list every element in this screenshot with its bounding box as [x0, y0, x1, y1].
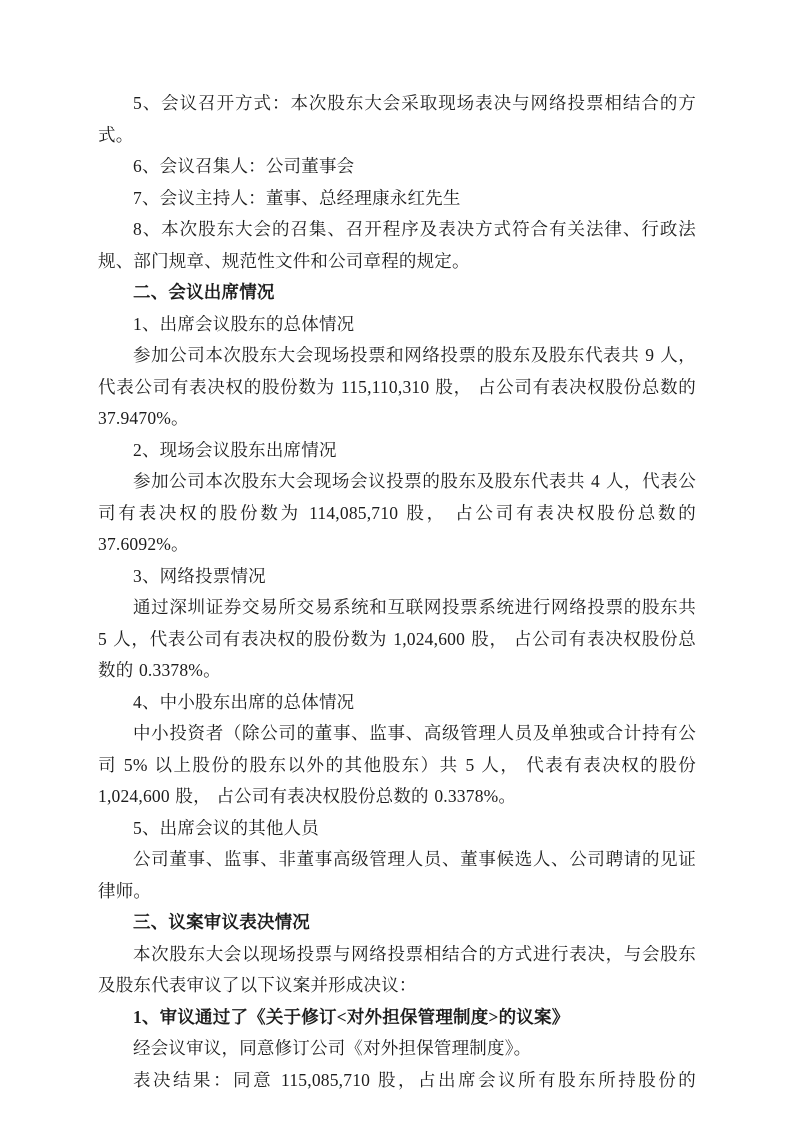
para-voting-method: 本次股东大会以现场投票与网络投票相结合的方式进行表决，与会股东及股东代表审议了以下议案并形成决议： [98, 943, 696, 995]
heading-proposal1: 1、审议通过了《关于修订<对外担保管理制度>的议案》 [133, 1006, 570, 1027]
para-minority-attendance-title: 4、中小股东出席的总体情况 [133, 691, 355, 712]
para-item6-convener: 6、会议召集人：公司董事会 [133, 156, 355, 176]
para-item5-convening-method: 5、会议召开方式：本次股东大会采取现场表决与网络投票相结合的方式。 [98, 93, 696, 145]
para-attendance-overall-title: 1、出席会议股东的总体情况 [133, 313, 355, 334]
para-attendance-overall-detail: 参加公司本次股东大会现场投票和网络投票的股东及股东代表共 9 人，代表公司有表决权的股份数为 115,110,310 股， 占公司有表决权股份总数的 37.9470%。 [98, 345, 696, 428]
para-onsite-attendance-detail: 参加公司本次股东大会现场会议投票的股东及股东代表共 4 人，代表公司有表决权的股份数为 114,085,710 股， 占公司有表决权股份总数的 37.6092%。 [98, 471, 696, 554]
para-minority-attendance-detail: 中小投资者（除公司的董事、监事、高级管理人员及单独或合计持有公司 5% 以上股份的股东以外的其他股东）共 5 人， 代表有表决权的股份 1,024,600 股， 占公司有表决权股份总数的 0.3378%。 [98, 723, 696, 806]
para-online-voting-detail: 通过深圳证券交易所交易系统和互联网投票系统进行网络投票的股东共 5 人，代表公司有表决权的股份数为 1,024,600 股， 占公司有表决权股份总数的 0.3378%。 [98, 597, 696, 680]
para-item8-compliance: 8、本次股东大会的召集、召开程序及表决方式符合有关法律、行政法规、部门规章、规范性文件和公司章程的规定。 [98, 219, 696, 271]
para-online-voting-title: 3、网络投票情况 [133, 565, 266, 586]
heading-section3-proposals: 三、议案审议表决情况 [133, 912, 310, 932]
para-onsite-attendance-title: 2、现场会议股东出席情况 [133, 439, 337, 460]
para-other-attendees-title: 5、出席会议的其他人员 [133, 817, 319, 838]
para-other-attendees-detail: 公司董事、监事、非董事高级管理人员、董事候选人、公司聘请的见证律师。 [98, 849, 696, 901]
heading-section2-attendance: 二、会议出席情况 [133, 282, 275, 302]
para-proposal1-vote-result: 表决结果：同意 115,085,710 股，占出席会议所有股东所持股份的 [133, 1069, 696, 1090]
para-proposal1-resolution: 经会议审议，同意修订公司《对外担保管理制度》。 [133, 1038, 532, 1058]
para-item7-presider: 7、会议主持人：董事、总经理康永红先生 [133, 187, 461, 208]
